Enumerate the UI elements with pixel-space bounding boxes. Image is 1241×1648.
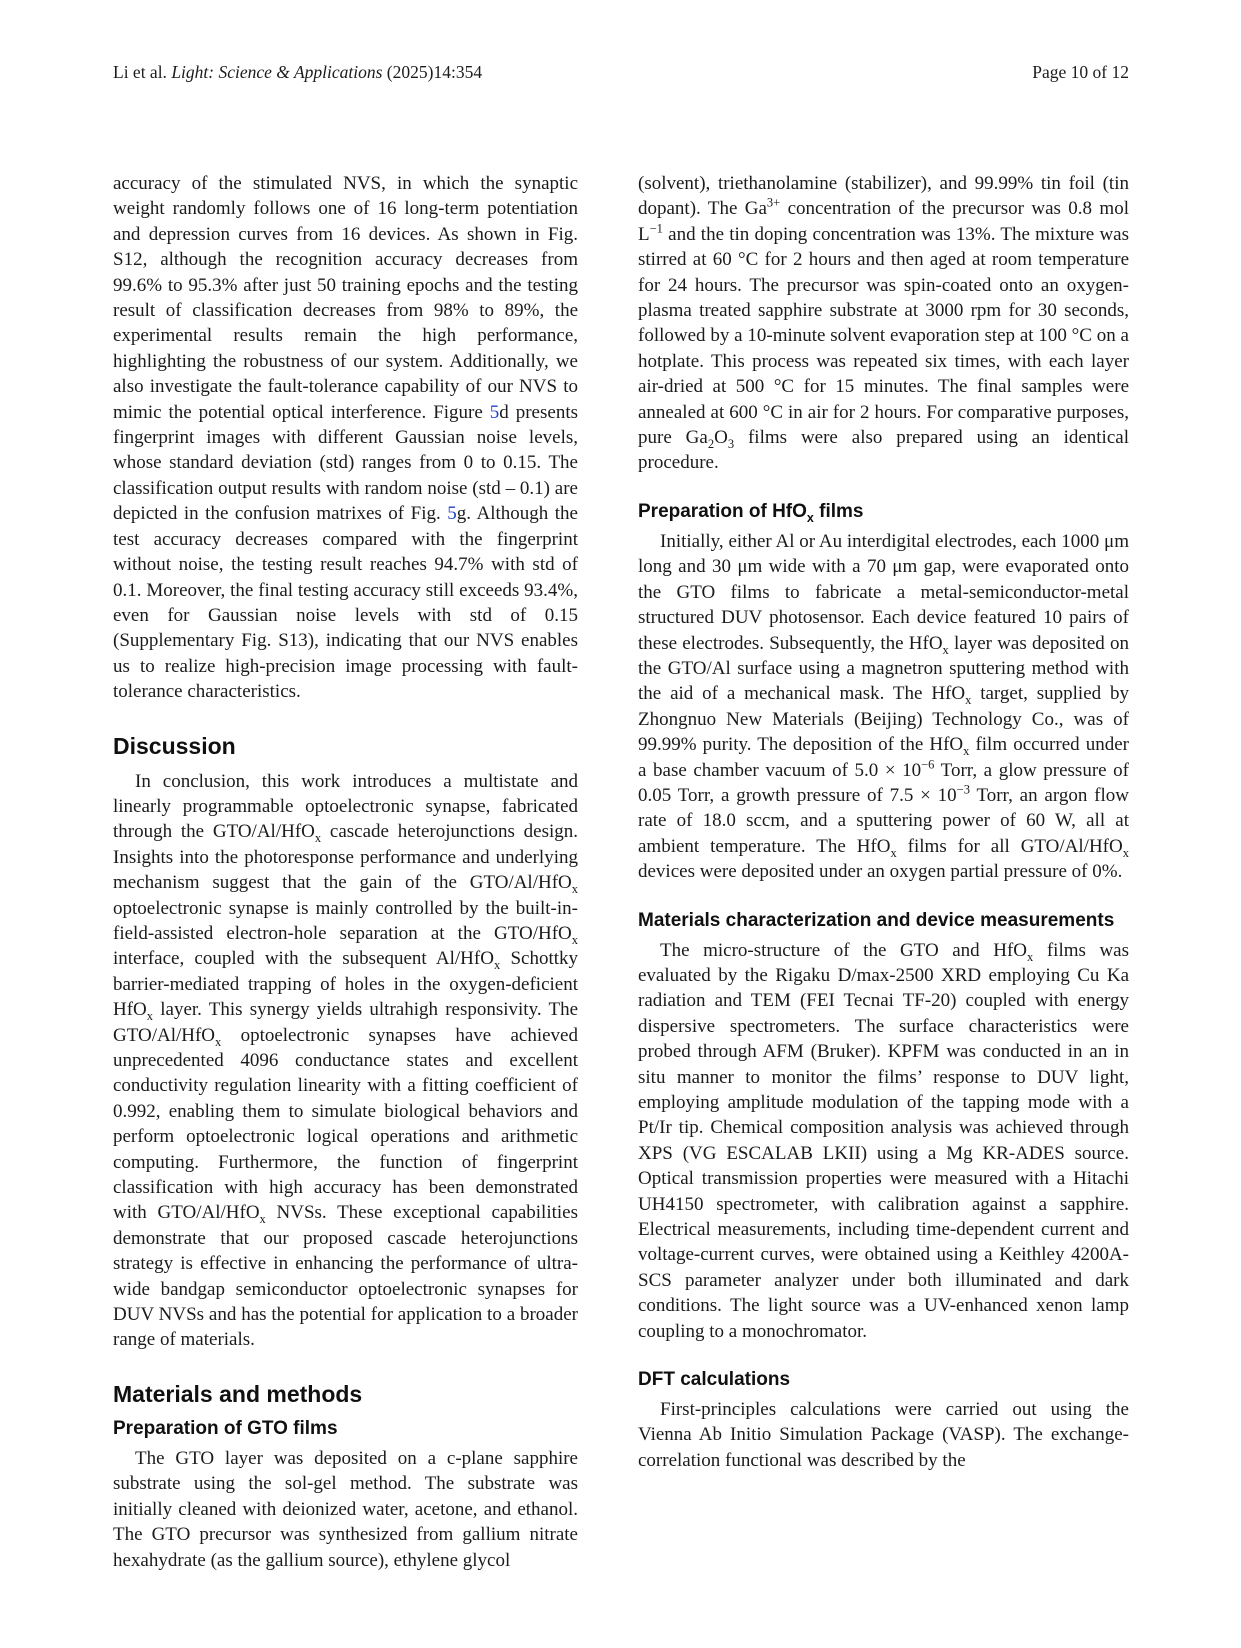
subscript: 3 [727,436,735,451]
citation-text: (2025)14:354 [382,62,483,82]
paragraph: In conclusion, this work introduces a multistate and linearly programmable optoelectronic synapse, fabricated through the GTO/Al/HfO$_x$ cascade heterojunctions design. Insights into the photoresponse performance and underlying mechanism suggest that the gain of the GTO/Al/HfO$_x$ optoelectronic synapse is mainly controlled by the built-in-field-assisted electron-hole separation at the GTO/HfO$_x$ interface, coupled with the subsequent Al/HfO$_x$ Schottky barrier-mediated trapping of holes in the oxygen-deficient HfO$_x$ layer. This synergy yields ultrahigh responsivity. The GTO/Al/HfO$_x$ optoelectronic synapses have achieved unprecedented 4096 conductance states and excellent conductivity regulation linearity with a fitting coefficient of 0.992, enabling them to simulate biological behaviors and perform optoelectronic logical operations and arithmetic computing. Furthermore, the function of fingerprint classification with high accuracy has been demonstrated with GTO/Al/HfO$_x$ NVSs. These exceptional capabilities demonstrate that our proposed cascade heterojunctions strategy is effective in enhancing the performance of ultra-wide bandgap semiconductor optoelectronic synapses for DUV NVSs and has the potential for application to a broader range of materials. [113,770,578,1351]
subscript: x [314,831,322,846]
page-header [113,62,1129,83]
subscript: x [806,510,814,525]
subsection-heading: Preparation of HfO$_x$ films [638,500,864,525]
journal-name: Light: Science & Applications [171,62,383,82]
left-column [113,171,578,1573]
superscript: −1 [649,221,663,236]
paragraph: First-principles calculations were carried out using the Vienna Ab Initio Simulation Package (VASP). The exchange-correlation functional was described by the [638,1399,1129,1471]
section-heading: Materials and methods [113,1380,363,1407]
subsection-heading: Materials characterization and device measurements [638,909,1115,931]
subscript: x [890,845,897,860]
figure-link[interactable]: 5 [447,503,457,525]
subscript: x [963,743,970,758]
subscript: x [571,881,578,896]
subscript: x [1122,845,1129,860]
article-body [113,171,1129,1573]
paragraph: The micro-structure of the GTO and HfO$_x$ films was evaluated by the Rigaku D/max-2500 XRD employing Cu Ka radiation and TEM (FEI Tecnai TF-20) coupled with energy dispersive spectrometers. The surface characteristics were probed through AFM (Bruker). KPFM was conducted in an in situ manner to monitor the films’ response to DUV light, employing amplitude modulation of the tapping mode with a Pt/Ir tip. Chemical composition analysis was achieved through XPS (VG ESCALAB LKII) using a Mg KR-ADES source. Optical transmission properties were measured with a Hitachi UH4150 spectrometer, with calibration against a sapphire. Electrical measurements, including time-dependent current and voltage-current curves, were obtained using a Keithley 4200A-SCS parameter analyzer under both illuminated and dark conditions. The light source was a UV-enhanced xenon lamp coupling to a monochromator. [638,939,1130,1342]
page-number: Page 10 of 12 [1032,62,1129,82]
paragraph: (solvent), triethanolamine (stabilizer), and 99.99% tin foil (tin dopant). The $Ga^{3+}$ concentration of the precursor was 0.8 mol $L^{-1}$ and the tin doping concentration was 13%. The mixture was stirred at 60 °C for 2 hours and then aged at room temperature for 24 hours. The precursor was spin-coated onto an oxygen-plasma treated sapphire substrate at 3000 rpm for 30 seconds, followed by a 10-minute solvent evaporation step at 100 °C on a hotplate. This process was repeated six times, with each layer air-dried at 500 °C for 15 minutes. The final samples were annealed at 600 °C in air for 2 hours. For comparative purposes, pure $Ga_2O_3$ films were also prepared using an identical procedure. [638,173,1129,474]
paragraph: The GTO layer was deposited on a c-plane sapphire substrate using the sol-gel method. The substrate was initially cleaned with deionized water, acetone, and ethanol. The GTO precursor was synthesized from gallium nitrate hexahydrate (as the gallium source), ethylene glycol [113,1447,578,1571]
journal-citation [113,62,482,83]
subscript: 2 [707,436,715,451]
subscript: x [1027,949,1034,964]
subsection-heading: DFT calculations [638,1369,791,1391]
right-column [638,171,1129,1573]
subsection-heading: Preparation of GTO films [113,1417,338,1439]
subscript: x [942,642,949,657]
figure-link[interactable]: 5 [489,401,500,423]
superscript: −3 [956,782,970,797]
section-heading: Discussion [113,732,236,759]
superscript: 3+ [766,196,781,211]
paragraph: accuracy of the stimulated NVS, in which the synaptic weight randomly follows one of 16 long-term potentiation and depression curves from 16 devices. As shown in Fig. S12, although the recognition accuracy decreases from 99.6% to 95.3% after just 50 training epochs and the testing result of classification decreases from 98% to 89%, the experimental results remain the high performance, highlighting the robustness of our system. Additionally, we also investigate the fault-tolerance capability of our NVS to mimic the potential optical interference. Figure 5d presents fingerprint images with different Gaussian noise levels, whose standard deviation (std) ranges from 0 to 0.15. The classification output results with random noise (std – 0.1) are depicted in the confusion matrixes of Fig. 5g. Although the test accuracy decreases compared with the fingerprint without noise, the testing result reaches 94.7% with std of 0.1. Moreover, the final testing accuracy still exceeds 93.4%, even for Gaussian noise levels with std of 0.15 (Supplementary Fig. S13), indicating that our NVS enables us to realize high-precision image processing with fault-tolerance characteristics. [113,173,578,703]
subscript: x [571,932,578,947]
subscript: x [146,1008,154,1023]
subscript: x [215,1034,222,1049]
authors-text: Li et al. [113,62,172,82]
paragraph: Initially, either Al or Au interdigital electrodes, each 1000 μm long and 30 μm wide with a 70 μm gap, were evaporated onto the GTO films to fabricate a metal-semiconductor-metal structured DUV photosensor. Each device featured 10 pairs of these electrodes. Subsequently, the HfO$_x$ layer was deposited on the GTO/Al surface using a magnetron sputtering method with the aid of a mechanical mask. The HfO$_x$ target, supplied by Zhongnuo New Materials (Beijing) Technology Co., was of 99.99% purity. The deposition of the HfO$_x$ film occurred under a base chamber vacuum of $5.0 \times 10^{-6}$ Torr, a glow pressure of 0.05 Torr, a growth pressure of $7.5 \times 10^{-3}$ Torr, an argon flow rate of 18.0 sccm, and a sputtering power of 60 W, all at ambient temperature. The HfO$_x$ films for all GTO/Al/HfO$_x$ devices were deposited under an oxygen partial pressure of 0%. [638,530,1129,883]
subscript: x [259,1212,266,1227]
subscript: x [965,693,972,708]
superscript: −6 [921,757,935,772]
subscript: x [493,958,501,973]
